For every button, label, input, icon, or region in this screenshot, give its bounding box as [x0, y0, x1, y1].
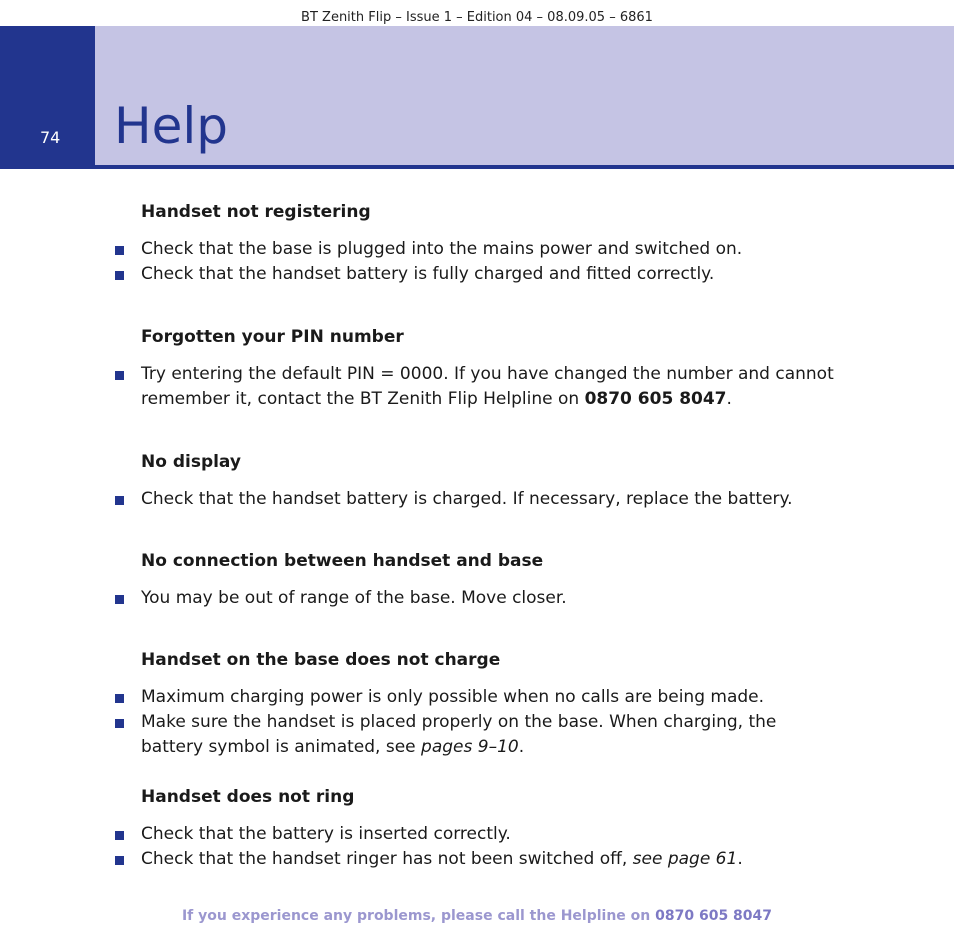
section-heading: Handset on the base does not charge: [141, 650, 501, 670]
list-item: [141, 487, 841, 512]
list-item: [141, 710, 841, 760]
list-item: [141, 237, 841, 262]
list-item-text: Check that the battery is inserted correctly.: [141, 824, 511, 844]
section-does-not-charge: [141, 648, 841, 760]
square-bullet-icon: [115, 371, 124, 380]
square-bullet-icon: [115, 856, 124, 865]
square-bullet-icon: [115, 831, 124, 840]
square-bullet-icon: [115, 694, 124, 703]
square-bullet-icon: [115, 246, 124, 255]
list-item: [141, 822, 841, 847]
title-band-rule: [0, 165, 954, 169]
list-item-text: Check that the handset battery is fully charged and fitted correctly.: [141, 264, 715, 284]
section-heading: Handset not registering: [141, 202, 371, 222]
bullet-list: [141, 362, 841, 412]
help-content: [0, 200, 954, 872]
bullet-list: [141, 685, 841, 760]
section-heading: No connection between handset and base: [141, 551, 544, 571]
page-reference: see page 61: [632, 849, 738, 869]
running-head: BT Zenith Flip – Issue 1 – Edition 04 – 08.09.05 – 6861: [301, 10, 653, 25]
list-item-text: Check that the handset ringer has not been switched off,: [141, 849, 633, 869]
square-bullet-icon: [115, 271, 124, 280]
footer-text: If you experience any problems, please call the Helpline on: [181, 908, 656, 924]
page-title: Help: [114, 97, 228, 155]
section-handset-not-registering: [141, 200, 841, 287]
list-item-text: You may be out of range of the base. Move closer.: [141, 588, 567, 608]
section-no-display: [141, 450, 841, 512]
list-item-text: Check that the handset battery is charged. If necessary, replace the battery.: [141, 489, 793, 509]
list-item-text-end: .: [726, 389, 732, 409]
list-item-text-end: .: [518, 737, 525, 757]
list-item-text: Make sure the handset is placed properly on the base. When charging, the battery symbol is animated, see: [141, 712, 777, 757]
section-forgotten-pin: [141, 325, 841, 412]
helpline-number: 0870 605 8047: [584, 389, 727, 409]
square-bullet-icon: [115, 719, 124, 728]
footer-helpline-number: 0870 605 8047: [655, 908, 773, 924]
section-heading: Forgotten your PIN number: [141, 327, 404, 347]
list-item: [141, 262, 841, 287]
list-item-text: Try entering the default PIN = 0000. If you have changed the number and cannot remember it, contact the BT Zenith Flip Helpline on: [141, 364, 834, 409]
list-item: [141, 362, 841, 412]
section-does-not-ring: [141, 785, 841, 872]
list-item: [141, 847, 841, 872]
section-heading: Handset does not ring: [141, 787, 355, 807]
list-item-text: Maximum charging power is only possible when no calls are being made.: [141, 687, 765, 707]
bullet-list: [141, 586, 841, 611]
section-heading: No display: [141, 452, 241, 472]
bullet-list: [141, 822, 841, 872]
list-item: [141, 685, 841, 710]
square-bullet-icon: [115, 496, 124, 505]
list-item-text: Check that the base is plugged into the mains power and switched on.: [141, 239, 743, 259]
bullet-list: [141, 487, 841, 512]
bullet-list: [141, 237, 841, 287]
section-no-connection: [141, 549, 841, 611]
list-item: [141, 586, 841, 611]
page-number: 74: [40, 128, 61, 147]
page-reference: pages 9–10: [421, 737, 519, 757]
list-item-text-end: .: [737, 849, 743, 869]
footer: [0, 908, 954, 924]
square-bullet-icon: [115, 595, 124, 604]
